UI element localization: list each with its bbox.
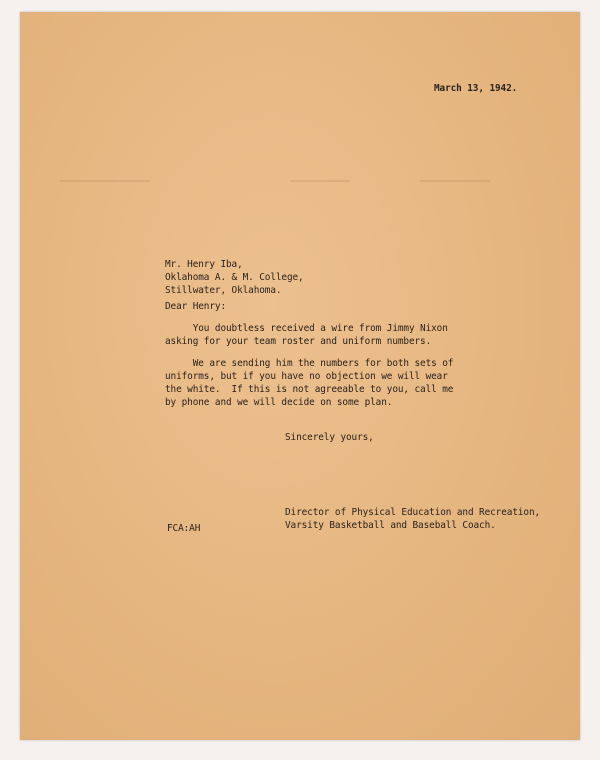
body-line: by phone and we will decide on some plan. xyxy=(165,397,393,408)
recipient-address xyxy=(165,258,304,297)
salutation: Dear Henry: xyxy=(165,301,226,312)
letter-date: March 13, 1942. xyxy=(434,83,518,94)
body-line: the white. If this is not agreeable to you, call me xyxy=(165,384,454,395)
recipient-line: Mr. Henry Iba, xyxy=(165,259,243,270)
signature-title-line: Director of Physical Education and Recreation, xyxy=(285,507,541,518)
body-line: We are sending him the numbers for both sets of xyxy=(165,358,454,369)
recipient-line: Oklahoma A. & M. College, xyxy=(165,272,304,283)
reference-initials: FCA:AH xyxy=(167,523,201,534)
letter-page xyxy=(20,12,580,740)
signature-block xyxy=(285,506,540,532)
bleed-through-mark xyxy=(420,180,490,182)
body-line: You doubtless received a wire from Jimmy Nixon xyxy=(165,323,448,334)
body-line: uniforms, but if you have no objection we will wear xyxy=(165,371,448,382)
signature-title-line: Varsity Basketball and Baseball Coach. xyxy=(285,520,496,531)
body-line: asking for your team roster and uniform numbers. xyxy=(165,336,432,347)
bleed-through-mark xyxy=(60,180,150,182)
bleed-through-mark xyxy=(290,180,350,182)
body-paragraph-1 xyxy=(165,322,448,348)
body-paragraph-2 xyxy=(165,357,453,409)
closing: Sincerely yours, xyxy=(285,432,374,443)
recipient-line: Stillwater, Oklahoma. xyxy=(165,285,282,296)
